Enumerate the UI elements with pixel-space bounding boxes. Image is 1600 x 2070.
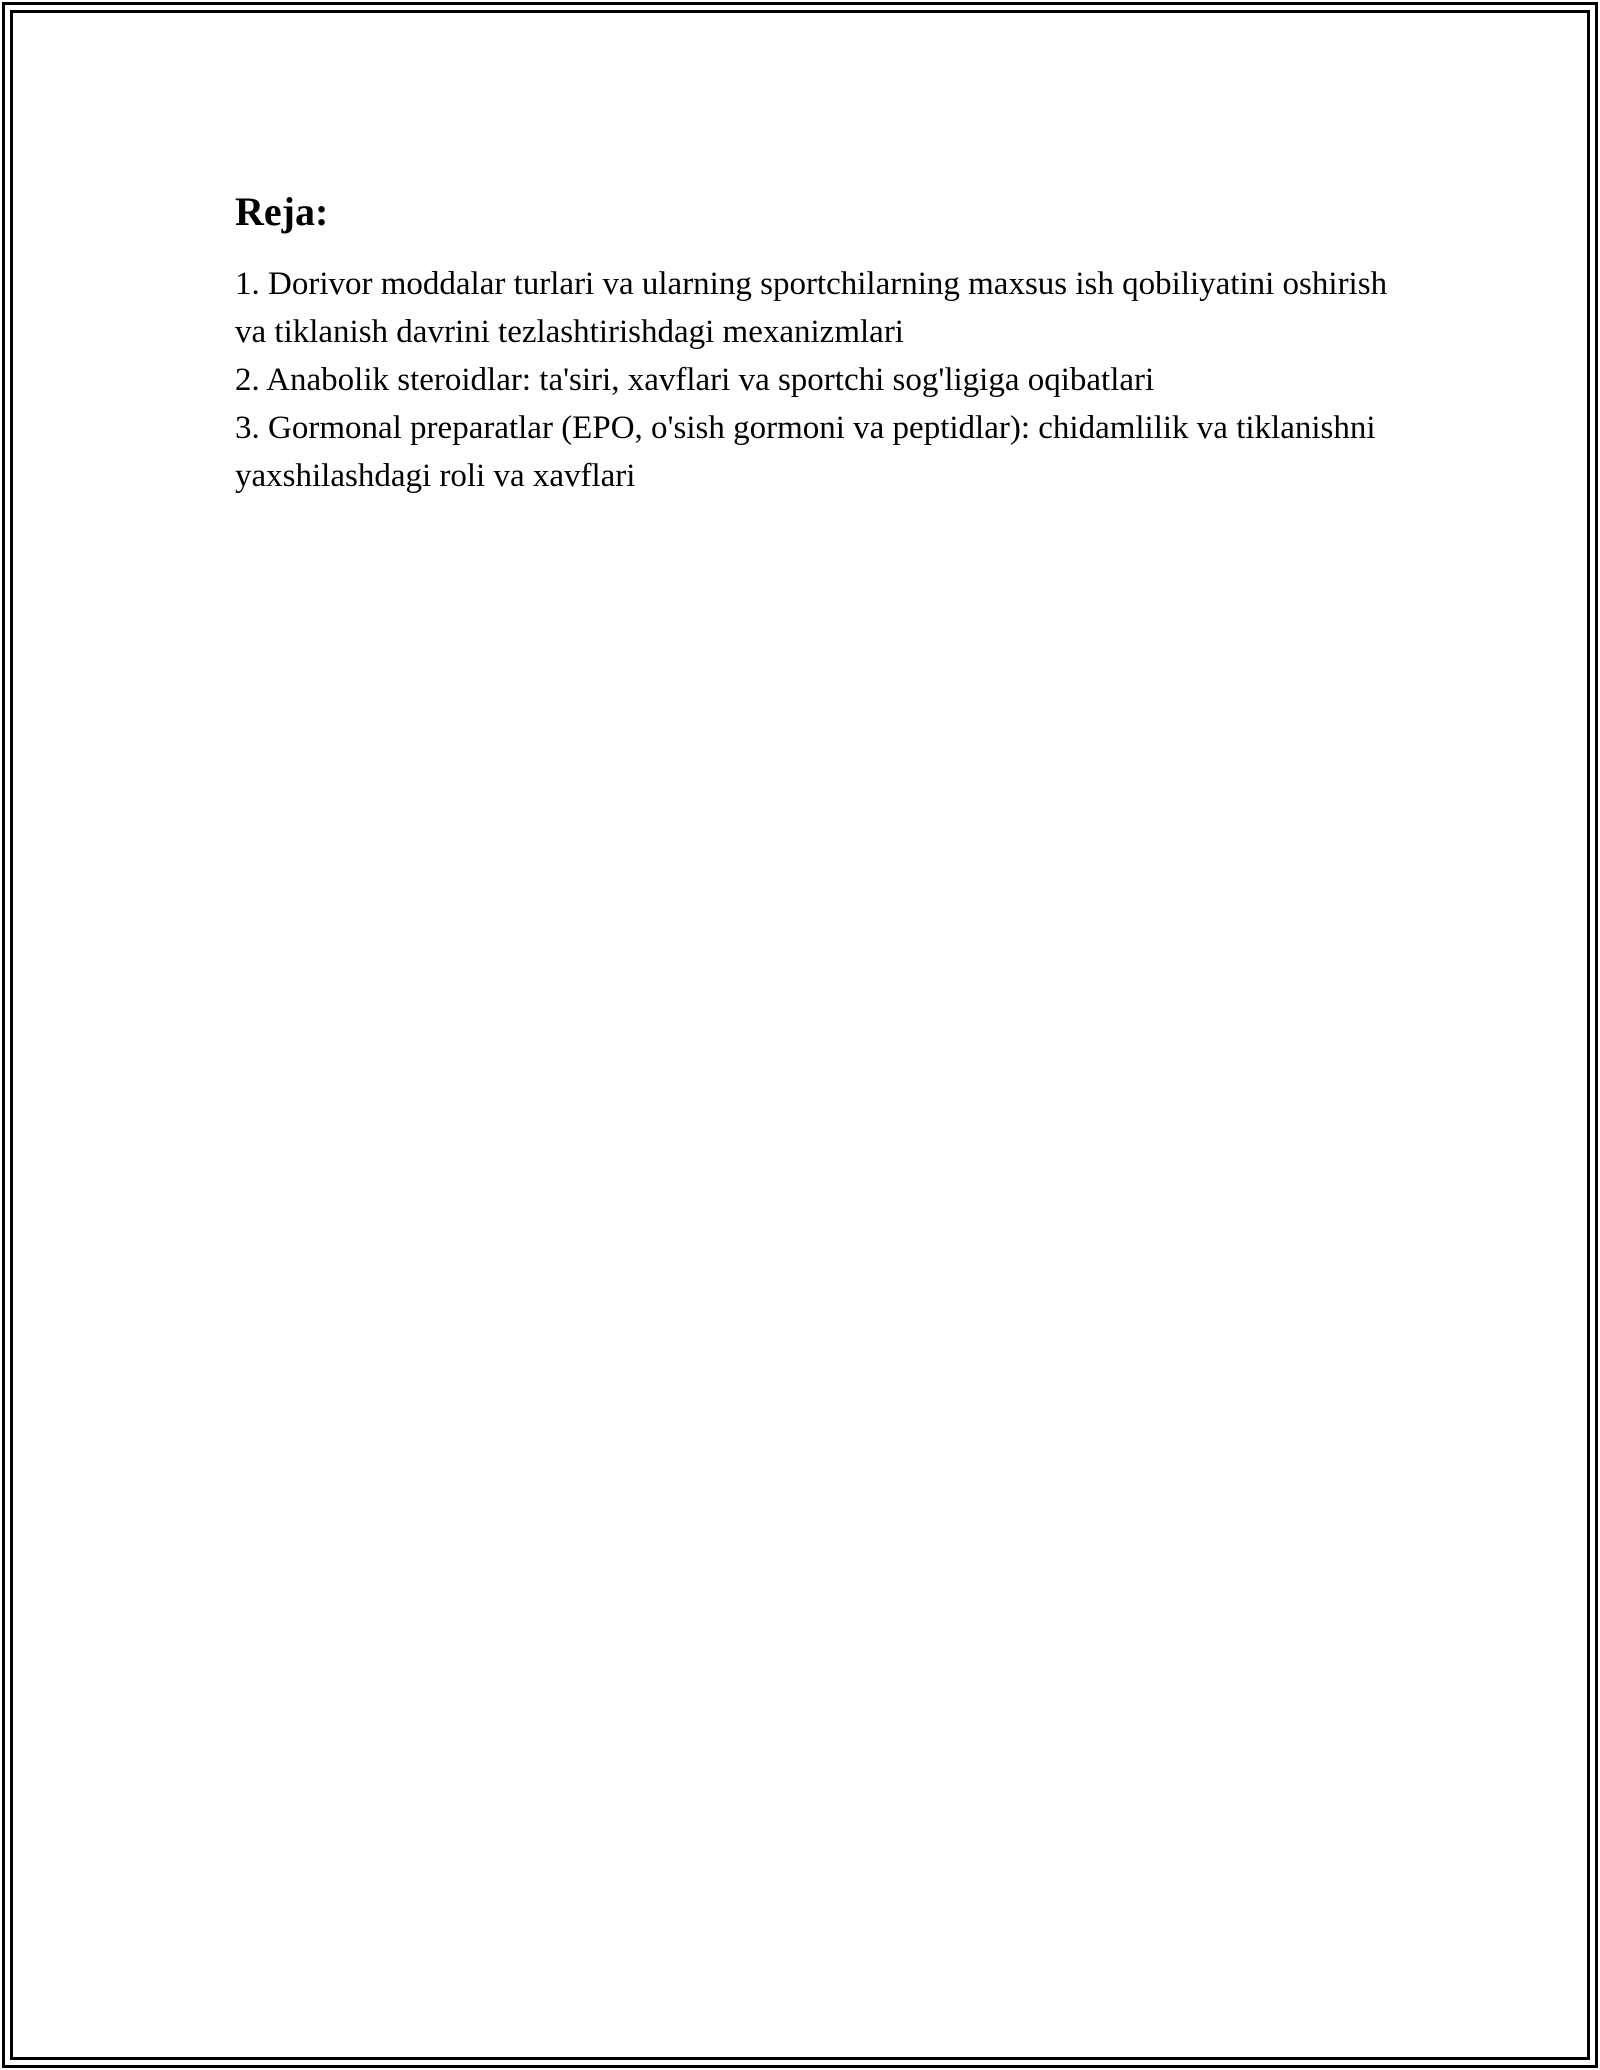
plan-heading: Reja: — [235, 189, 329, 234]
plan-list — [235, 260, 1415, 500]
plan-item: 1. Dorivor moddalar turlari va ularning sportchilarning maxsus ish qobiliyatini oshirish va tiklanish davrini tezlashtirishdagi mexanizmlari — [235, 266, 1388, 350]
plan-item: 3. Gormonal preparatlar (EPO, o'sish gormoni va peptidlar): chidamlilik va tiklanishni yaxshilashdagi roli va xavflari — [235, 410, 1376, 494]
plan-item: 2. Anabolik steroidlar: ta'siri, xavflari va sportchi sog'ligiga oqibatlari — [235, 362, 1155, 398]
page-content — [235, 186, 1415, 500]
